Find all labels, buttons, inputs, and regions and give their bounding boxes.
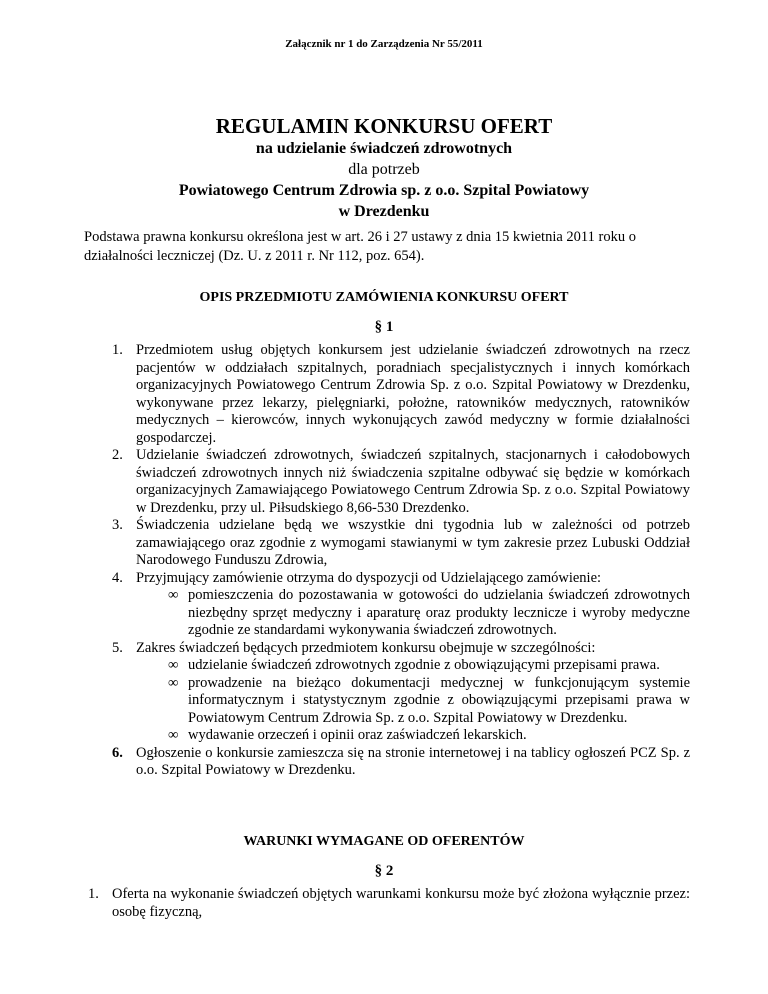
section-1-heading: OPIS PRZEDMIOTU ZAMÓWIENIA KONKURSU OFERT — [199, 290, 569, 305]
item-number: 4. — [112, 569, 123, 586]
legal-basis: Podstawa prawna konkursu określona jest w art. 26 i 27 ustawy z dnia 15 kwietnia 2011 roku o działalności leczniczej (Dz. U. z 2011 r. Nr 112, poz. 654). — [84, 229, 636, 264]
bullet-text: wydawanie orzeczeń i opinii oraz zaświadczeń lekarskich. — [188, 727, 527, 743]
item-number: 6. — [112, 744, 123, 761]
item-text: Oferta na wykonanie świadczeń objętych warunkami konkursu może być złożona wyłącznie przez: osobę fizyczną, — [112, 886, 690, 920]
item-number: 1. — [112, 342, 123, 358]
item-number: 2. — [112, 447, 123, 463]
bullet-text: pomieszczenia do pozostawania w gotowości do udzielania świadczeń zdrowotnych niezbędny sprzęt medyczny i aparaturę oraz produkty lecznicze i wyroby medyczne zgodnie ze standardami wykonywania świadczeń zdrowotnych. — [188, 587, 690, 638]
subtitle-line-2: dla potrzeb — [348, 161, 420, 178]
bullet-symbol: ∞ — [168, 657, 179, 673]
title-block — [0, 114, 768, 222]
bullet-item — [168, 727, 690, 745]
section-2-paragraph: § 2 — [374, 863, 394, 879]
bullet-symbol: ∞ — [168, 674, 179, 691]
section-1-paragraph: § 1 — [374, 319, 394, 335]
annex-header: Załącznik nr 1 do Zarządzenia Nr 55/2011 — [285, 38, 483, 50]
bullet-text: udzielanie świadczeń zdrowotnych zgodnie z obowiązującymi przepisami prawa. — [188, 657, 660, 673]
bullet-item — [168, 587, 690, 640]
document-title: REGULAMIN KONKURSU OFERT — [215, 114, 553, 138]
list-item — [112, 447, 690, 517]
bullet-symbol: ∞ — [168, 587, 179, 603]
item-text: Przedmiotem usług objętych konkursem jest udzielanie świadczeń zdrowotnych na rzecz pacjentów w oddziałach szpitalnych, poradniach specjalistycznych i innych komórkach organizacyjnych Powiatowego Centrum Zdrowia Sp. z o.o. Szpital Powiatowy w Drezdenku, wykonywane przez lekarzy, pielęgniarki, położne, ratowników medycznych, ratowników medycznych – kierowców, innych wykonujących zawód medyczny w formie działalności gospodarczej. — [136, 342, 690, 446]
item-text: Ogłoszenie o konkursie zamieszcza się na stronie internetowej i na tablicy ogłoszeń PCZ Sp. z o.o. Szpital Powiatowy w Drezdenku. — [136, 744, 690, 778]
bullet-text: prowadzenie na bieżąco dokumentacji medycznej w funkcjonującym systemie informatycznym i statystycznym zgodnie z obowiązującymi przepisami prawa w Powiatowym Centrum Zdrowia Sp. z o.o. Szpital Powiatowy w Drezdenku. — [188, 674, 690, 726]
bullet-item — [168, 674, 690, 728]
item-number: 1. — [88, 886, 99, 902]
item-number: 5. — [112, 639, 123, 656]
item-number: 3. — [112, 517, 123, 533]
bullet-item — [168, 657, 690, 675]
list-item — [88, 886, 690, 921]
list-item — [112, 569, 690, 640]
list-item — [112, 342, 690, 447]
section-2-list — [88, 886, 690, 921]
list-item — [112, 517, 690, 570]
section-2-heading: WARUNKI WYMAGANE OD OFERENTÓW — [243, 834, 525, 849]
bullet-list — [168, 587, 690, 640]
subtitle-line-4: w Drezdenku — [338, 203, 430, 220]
item-text: Udzielanie świadczeń zdrowotnych, świadczeń szpitalnych, stacjonarnych i całodobowych świadczeń zdrowotnych innych niż świadczenia szpitalne odbywać się będzie w komórkach organizacyjnych Zamawiającego Powiatowego Centrum Zdrowia Sp. z o.o. Szpital Powiatowy w Drezdenku, przy ul. Piłsudskiego 8,66-530 Drezdenko. — [136, 447, 690, 516]
item-text: Zakres świadczeń będących przedmiotem konkursu obejmuje w szczególności: — [136, 639, 596, 656]
section-1-list — [112, 342, 690, 780]
bullet-list — [168, 657, 690, 745]
subtitle-line-3: Powiatowego Centrum Zdrowia sp. z o.o. Szpital Powiatowy — [178, 182, 590, 199]
list-item — [112, 744, 690, 780]
bullet-symbol: ∞ — [168, 727, 179, 743]
subtitle-line-1: na udzielanie świadczeń zdrowotnych — [255, 140, 513, 157]
item-text: Świadczenia udzielane będą we wszystkie dni tygodnia lub w zależności od potrzeb zamawiającego oraz zgodnie z wymogami stawianymi w tym zakresie przez Lubuski Oddział Narodowego Funduszu Zdrowia, — [136, 517, 690, 568]
item-text: Przyjmujący zamówienie otrzyma do dyspozycji od Udzielającego zamówienie: — [136, 569, 602, 586]
list-item — [112, 639, 690, 745]
